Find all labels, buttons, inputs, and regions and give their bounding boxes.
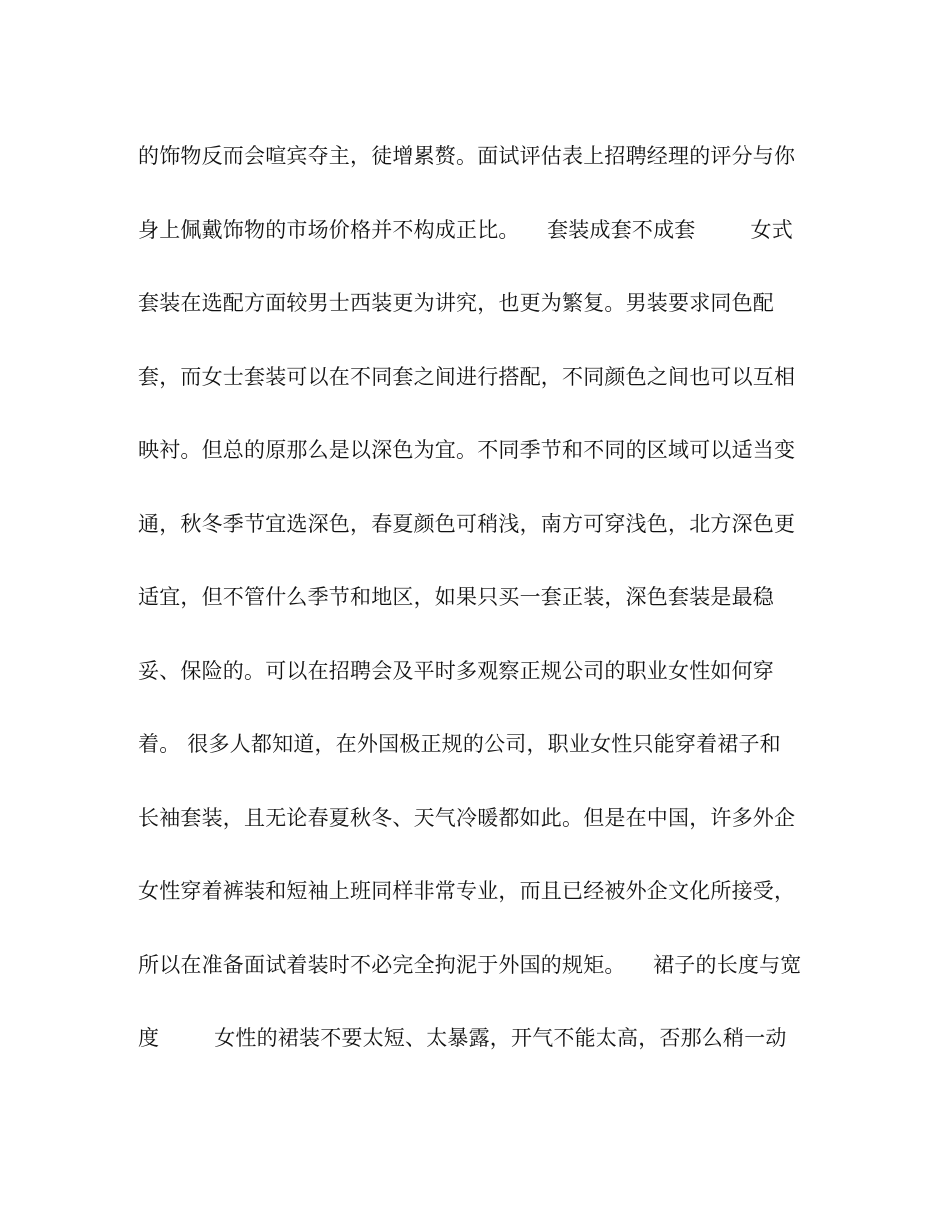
text-line-11: 女性穿着裤装和短袖上班同样非常专业，而且已经被外企文化所接受， — [138, 879, 796, 903]
text-line-12: 所以在准备面试着装时不必完全拘泥于外国的规矩。 裙子的长度与宽 — [138, 952, 802, 977]
text-line-5: 映衬。但总的原那么是以深色为宜。不同季节和不同的区域可以适当变 — [138, 438, 796, 462]
text-line-7: 适宜，但不管什么季节和地区，如果只买一套正装，深色套装是最稳 — [138, 585, 774, 609]
text-line-4: 套，而女士套装可以在不同套之间进行搭配，不同颜色之间也可以互相 — [138, 364, 796, 389]
text-line-1: 的饰物反而会喧宾夺主，徒增累赘。面试评估表上招聘经理的评分与你 — [138, 144, 796, 168]
text-line-10: 长袖套装，且无论春夏秋冬、天气冷暖都如此。但是在中国，许多外企 — [138, 805, 796, 830]
text-line-2: 身上佩戴饰物的市场价格并不构成正比。 套装成套不成套 女式 — [138, 217, 793, 242]
text-line-13: 度 女性的裙装不要太短、太暴露，开气不能太高，否那么稍一动 — [138, 1026, 787, 1050]
body-text — [138, 131, 828, 1087]
text-line-8: 妥、保险的。可以在招聘会及平时多观察正规公司的职业女性如何穿 — [138, 658, 774, 683]
text-line-6: 通，秋冬季节宜选深色，春夏颜色可稍浅，南方可穿浅色，北方深色更 — [138, 511, 796, 536]
text-line-9: 着。 很多人都知道，在外国极正规的公司，职业女性只能穿着裙子和 — [138, 732, 781, 756]
text-line-3: 套装在选配方面较男士西装更为讲究，也更为繁复。男装要求同色配 — [138, 291, 774, 315]
